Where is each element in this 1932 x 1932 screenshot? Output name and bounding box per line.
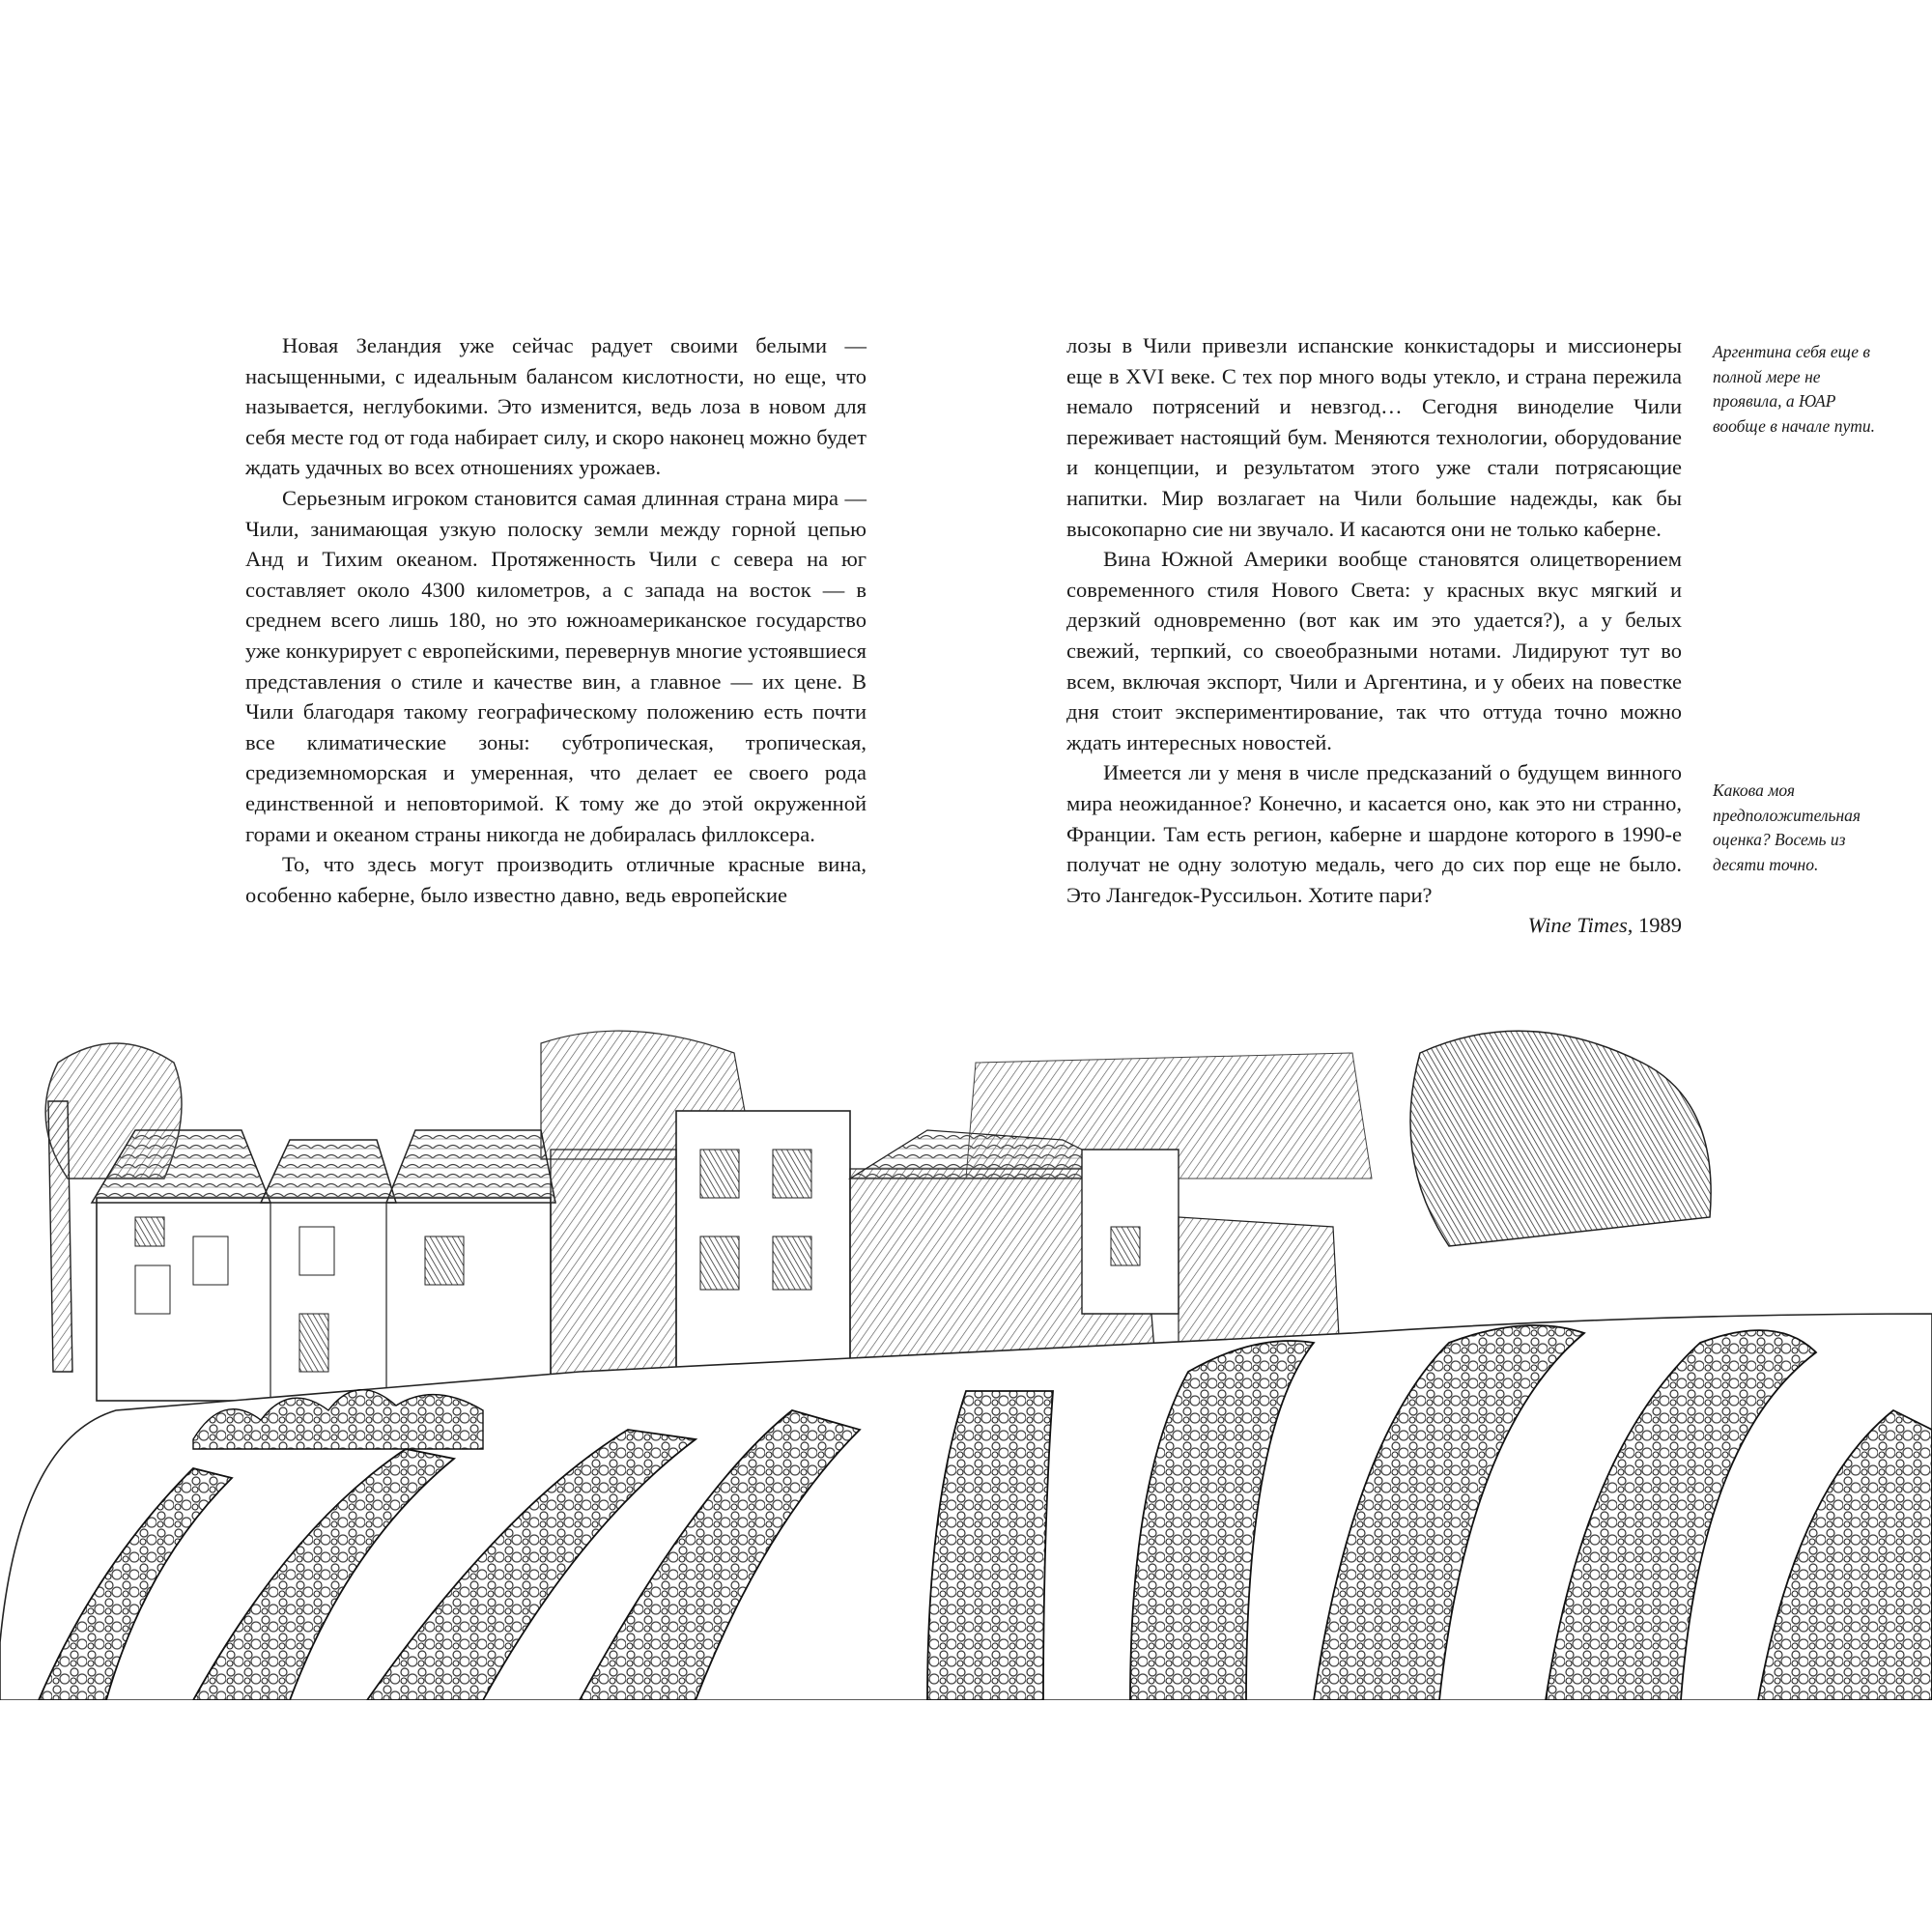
text-column-left (245, 330, 867, 910)
margin-note-argentina: Аргентина себя еще в полной мере не проявила, а ЮАР вообще в начале пути. (1713, 342, 1875, 436)
paragraph-chile-reds: То, что здесь могут производить отличные красные вина, особенно каберне, было известно давно, ведь европейские (245, 852, 867, 907)
paragraph-new-zealand: Новая Зеландия уже сейчас радует своими белыми — насыщенными, с идеальным балансом кислотности, но еще, что называется, неглубокими. Это изменится, ведь лоза в новом для себя месте год от года набирает силу, и скоро наконец можно будет ждать удачных во всех отношениях урожаев. (245, 333, 867, 480)
margin-note-estimate: Какова моя предположительная оценка? Восемь из десяти точно. (1713, 781, 1861, 874)
paragraph-south-america: Вина Южной Америки вообще становятся олицетворением современного стиля Нового Света: у красных вкус мягкий и дерзкий одновременно (вот как им это удается?), а у белых свежий, терпкий, со своеобразными нотами. Лидируют тут во всем, включая экспорт, Чили и Аргентина, и у обеих на повестке дня стоит экспериментирование, так что оттуда точно можно ждать интересных новостей. (1066, 547, 1682, 754)
text-column-right (1066, 330, 1682, 941)
article-source (1066, 910, 1682, 941)
source-title: Wine Times (1527, 913, 1628, 938)
source-year: , 1989 (1627, 913, 1682, 938)
vineyard-village-sketch (0, 1024, 1932, 1700)
paragraph-chile: Серьезным игроком становится самая длинная страна мира — Чили, занимающая узкую полоску земли между горной цепью Анд и Тихим океаном. Протяженность Чили с севера на юг составляет около 4300 километров, а с запада на восток — в среднем всего лишь 180, но это южноамериканское государство уже конкурирует с европейскими, перевернув многие устоявшиеся представления о стиле и качестве вин, а главное — их цене. В Чили благодаря такому географическому положению есть почти все климатические зоны: субтропическая, тропическая, средиземноморская и умеренная, что делает ее своего рода единственной и неповторимой. К тому же до этой окруженной горами и океаном страны никогда не добиралась филлоксера. (245, 485, 867, 846)
paragraph-chile-reds-continued: лозы в Чили привезли испанские конкистадоры и миссионеры еще в XVI веке. С тех пор много воды утекло, и страна пережила немало потрясений и невзгод… Сегодня виноделие Чили переживает настоящий бум. Меняются технологии, оборудование и концепции, и результатом этого уже стали потрясающие напитки. Мир возлагает на Чили большие надежды, как бы высокопарно сие ни звучало. И касаются они не только каберне. (1066, 333, 1682, 541)
paragraph-prediction: Имеется ли у меня в числе предсказаний о будущем винного мира неожиданное? Конечно, и касается оно, как это ни странно, Франции. Там есть регион, каберне и шардоне которого в 1990-е получат не одну золотую медаль, чего до сих пор еще не было. Это Лангедок-Руссильон. Хотите пари? (1066, 760, 1682, 907)
